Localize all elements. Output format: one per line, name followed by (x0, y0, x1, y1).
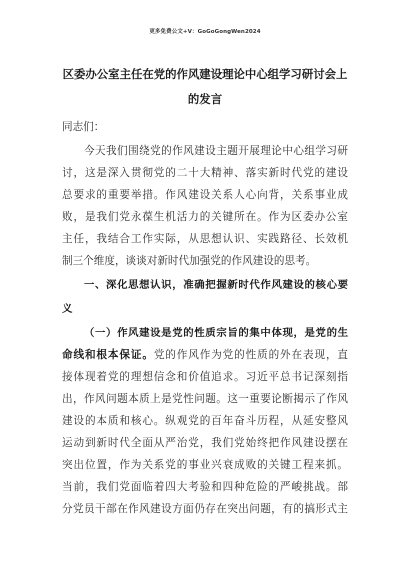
subsection-lead-rest: 党的作风作为党的性质的外在表现，直 (153, 349, 349, 361)
body-line: 出，作风问题本质上是党性问题。这一重要论断揭示了作风 (62, 393, 348, 405)
subsection-lead-line-2 (62, 347, 348, 363)
section-heading-line-1: 一、深化思想认识，准确把握新时代作风建设的核心要 (84, 279, 348, 291)
intro-line: 总要求的重要举措。作风建设关系人心向背，关系事业成 (62, 189, 348, 201)
document-title-line-2: 的发言 (187, 92, 223, 106)
body-line: 建设的本质和核心。纵观党的百年奋斗历程，从延安整风 (62, 415, 348, 427)
body-line: 分党员干部在作风建设方面仍存在突出问题，有的搞形式主 (62, 503, 348, 515)
body-line: 突出位置，作为关系党的事业兴衰成败的关键工程来抓。 (62, 459, 348, 471)
document-title-line-1: 区委办公室主任在党的作风建设理论中心组学习研讨会上 (62, 67, 348, 81)
subsection-lead-bold: 命线和根本保证。 (62, 349, 154, 361)
body-line: 当前，我们党面临着四大考验和四种危险的严峻挑战。部 (62, 481, 348, 493)
intro-line: 制三个维度，谈谈对新时代加强党的作风建设的思考。 (62, 255, 317, 267)
intro-line: 主任，我结合工作实际，从思想认识、实践路径、长效机 (62, 233, 348, 245)
salutation: 同志们： (62, 121, 105, 133)
intro-line: 今天我们围绕党的作风建设主题开展理论中心组学习研 (84, 145, 348, 157)
section-heading-line-2: 义 (62, 303, 73, 315)
subsection-lead-line-1: （一）作风建设是党的性质宗旨的集中体现，是党的生 (84, 327, 348, 339)
header-note: 更多免费公文+V：GoGoGongWen2024 (149, 29, 261, 35)
body-line: 接体现着党的理想信念和价值追求。习近平总书记深刻指 (62, 371, 348, 383)
intro-line: 讨，这是深入贯彻党的二十大精神、落实新时代党的建设 (62, 167, 348, 179)
intro-line: 败，是我们党永葆生机活力的关键所在。作为区委办公室 (62, 211, 348, 223)
body-line: 运动到新时代全面从严治党，我们党始终把作风建设摆在 (62, 437, 348, 449)
